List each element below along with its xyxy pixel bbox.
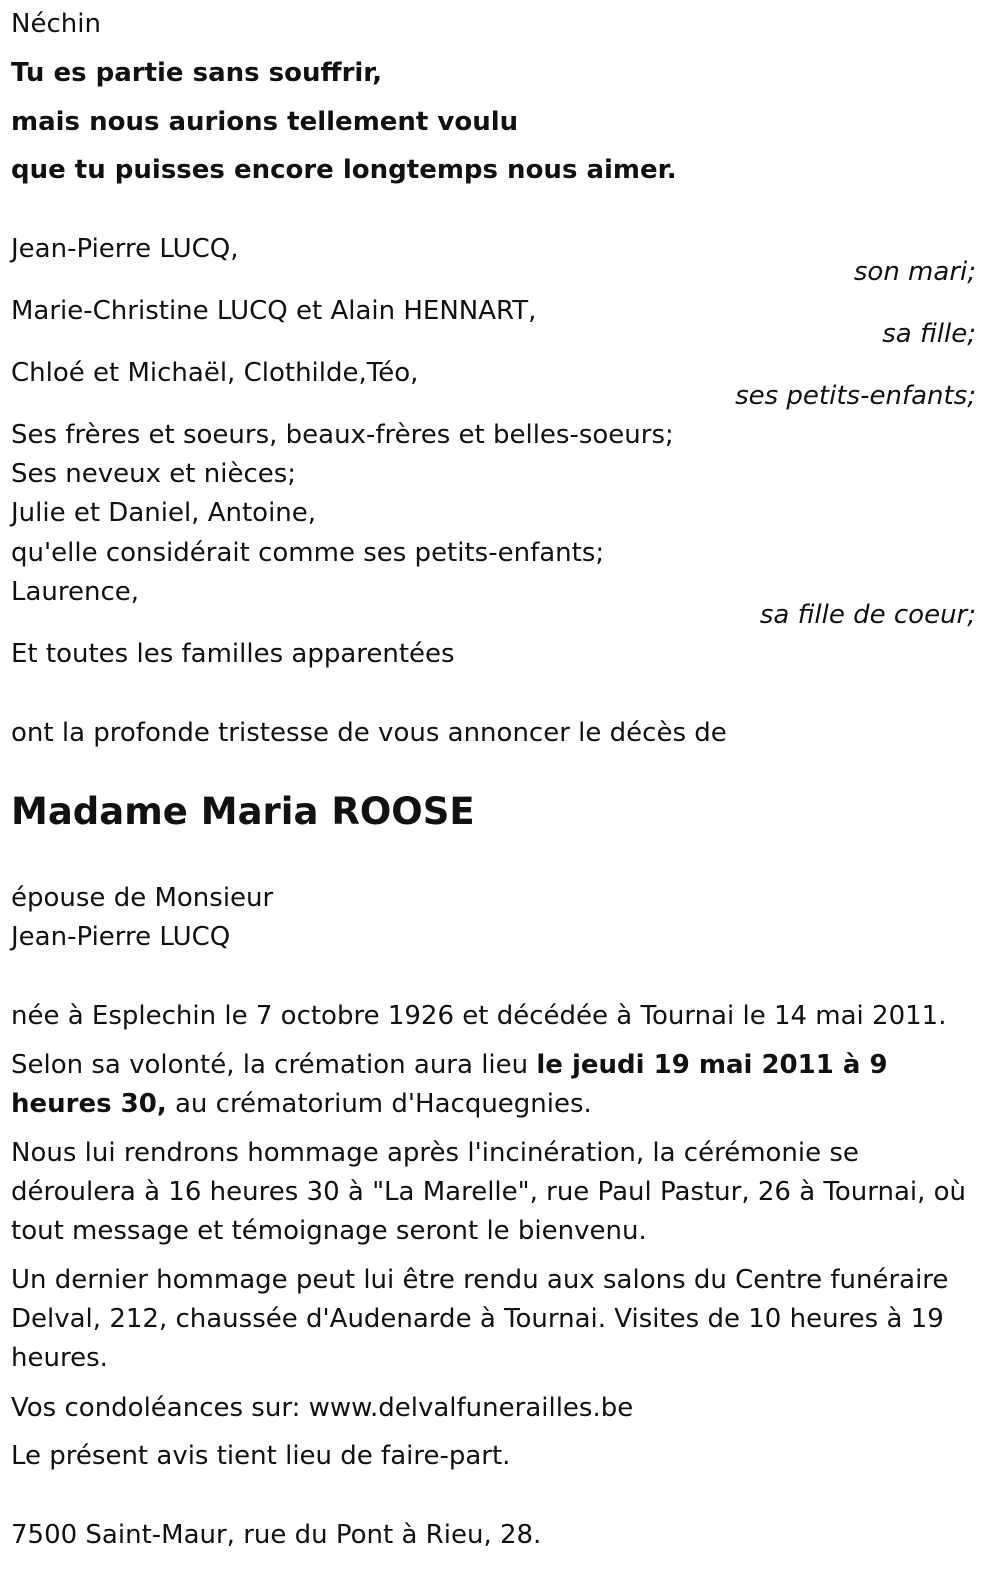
family-husband-role: son mari; bbox=[853, 257, 976, 287]
poem-line-1: Tu es partie sans souffrir, bbox=[11, 58, 383, 88]
birth-death: née à Esplechin le 7 octobre 1926 et décédée à Tournai le 14 mai 2011. bbox=[11, 1001, 947, 1031]
poem-line-3: que tu puisses encore longtemps nous aimer. bbox=[11, 155, 677, 185]
family-other-5: Laurence, bbox=[11, 577, 140, 607]
spouse-line-2: Jean-Pierre LUCQ bbox=[11, 922, 231, 952]
family-other-2: Ses neveux et nièces; bbox=[11, 459, 297, 489]
family-heart-daughter-role: sa fille de coeur; bbox=[759, 600, 976, 630]
family-grandchildren-role: ses petits-enfants; bbox=[735, 381, 976, 411]
family-grandchildren-role-row bbox=[11, 377, 976, 416]
address: 7500 Saint-Maur, rue du Pont à Rieu, 28. bbox=[11, 1520, 542, 1550]
location: Néchin bbox=[11, 9, 101, 39]
family-husband-name: Jean-Pierre LUCQ, bbox=[11, 234, 239, 264]
family-other-4: qu'elle considérait comme ses petits-enfants; bbox=[11, 538, 605, 568]
family-daughter-name: Marie-Christine LUCQ et Alain HENNART, bbox=[11, 296, 537, 326]
family-husband-role-row bbox=[11, 253, 976, 292]
tribute-paragraph: Nous lui rendrons hommage après l'incinération, la cérémonie se déroulera à 16 heures 30 à "La Marelle", rue Paul Pastur, 26 à Tournai, où tout message et témoignage seront le bienvenu. bbox=[11, 1138, 967, 1246]
deceased-name: Madame Maria ROOSE bbox=[11, 790, 475, 833]
notice: Le présent avis tient lieu de faire-part. bbox=[11, 1441, 511, 1471]
family-grandchildren-name: Chloé et Michaël, Clothilde,Téo, bbox=[11, 358, 419, 388]
family-daughter-role-row bbox=[11, 315, 976, 354]
spouse-line-1: épouse de Monsieur bbox=[11, 883, 274, 913]
family-other-3: Julie et Daniel, Antoine, bbox=[11, 498, 317, 528]
announcement: ont la profonde tristesse de vous annoncer le décès de bbox=[11, 718, 727, 748]
family-closing: Et toutes les familles apparentées bbox=[11, 639, 455, 669]
family-other-1: Ses frères et soeurs, beaux-frères et belles-soeurs; bbox=[11, 420, 674, 450]
poem-line-2: mais nous aurions tellement voulu bbox=[11, 107, 519, 137]
cremation-paragraph bbox=[11, 1046, 976, 1124]
family-heart-daughter-role-row bbox=[11, 596, 976, 635]
cremation-text-before: Selon sa volonté, la crémation aura lieu bbox=[11, 1050, 537, 1080]
cremation-text-after: au crématorium d'Hacquegnies. bbox=[166, 1089, 592, 1119]
visitation-paragraph: Un dernier hommage peut lui être rendu aux salons du Centre funéraire Delval, 212, chaussée d'Audenarde à Tournai. Visites de 10 heures à 19 heures. bbox=[11, 1265, 949, 1373]
cremation-date: le jeudi 19 mai 2011 à 9 heures 30, bbox=[11, 1050, 888, 1119]
condolences: Vos condoléances sur: www.delvalfunerailles.be bbox=[11, 1393, 634, 1423]
family-daughter-role: sa fille; bbox=[882, 319, 976, 349]
